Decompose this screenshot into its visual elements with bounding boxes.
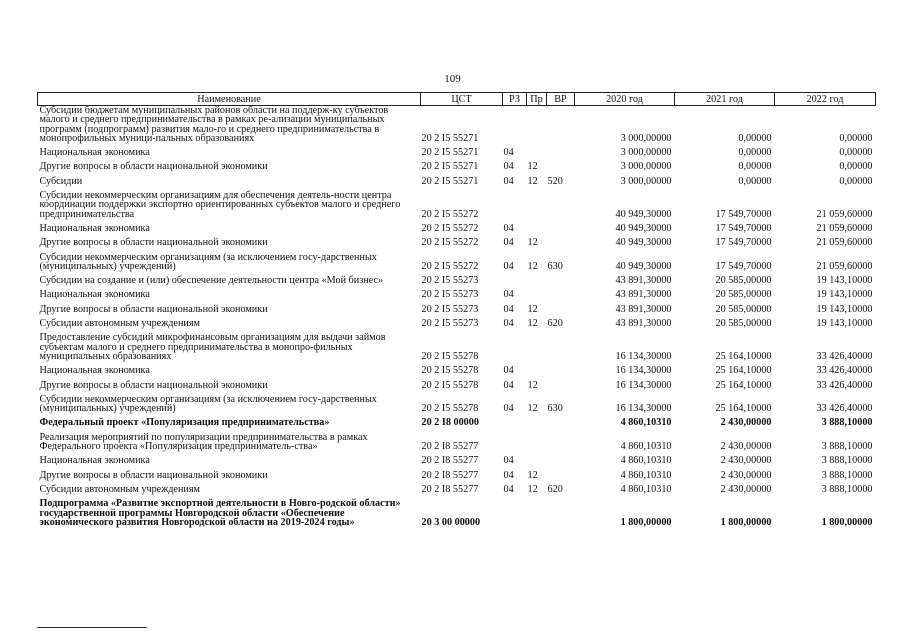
cell-cst: 20 2 I5 55278	[421, 365, 479, 377]
cell-rz: 04	[503, 455, 514, 467]
cell-2020: 3 000,00000	[620, 161, 672, 173]
cell-cst: 20 3 00 00000	[421, 516, 481, 528]
cell-pr	[527, 271, 547, 285]
cell-2022: 0,00000	[839, 175, 873, 187]
cell-2020: 4 860,10310	[620, 455, 672, 467]
cell-name: Национальная экономика	[39, 222, 150, 234]
table-row	[38, 233, 876, 247]
cell-rz: 04	[503, 483, 514, 495]
cell-name: Другие вопросы в области национальной экономики	[39, 379, 268, 391]
cell-rz	[503, 413, 527, 427]
table-row	[38, 106, 876, 144]
cell-name: Предоставление субсидий микрофинансовым организациям для выдачи займов субъектам малого и среднего предпринимательства в монопро-фильных муниципальных образованиях	[39, 332, 386, 362]
header-cst: ЦСТ	[421, 93, 503, 106]
table-header-row	[38, 93, 876, 106]
cell-2022: 3 888,10000	[821, 469, 873, 481]
cell-2021: 25 164,10000	[715, 365, 772, 377]
header-2020: 2020 год	[575, 93, 675, 106]
table-row	[38, 428, 876, 452]
cell-pr	[527, 106, 547, 144]
cell-vr: 620	[547, 483, 563, 495]
cell-2021: 0,00000	[738, 132, 772, 144]
cell-2020: 43 891,30000	[615, 318, 672, 330]
cell-2022: 1 800,00000	[821, 516, 873, 528]
cell-cst: 20 2 I8 55277	[421, 455, 479, 467]
cell-2021: 25 164,10000	[715, 403, 772, 415]
cell-2022: 21 059,60000	[816, 260, 873, 272]
cell-cst: 20 2 I5 55271	[421, 161, 479, 173]
footnote-rule	[37, 627, 147, 628]
cell-2020: 4 860,10310	[620, 417, 672, 429]
cell-name: Национальная экономика	[39, 147, 150, 159]
cell-vr	[547, 413, 575, 427]
cell-name: Федеральный проект «Популяризация предпринимательства»	[39, 417, 330, 429]
cell-name: Реализация мероприятий по популяризации предпринимательства в рамках Федерального проекта «Популяризация предприниматель-ства»	[39, 431, 368, 453]
cell-2022: 3 888,10000	[821, 455, 873, 467]
cell-pr: 12	[527, 379, 538, 391]
table-row	[38, 172, 876, 186]
cell-2021: 2 430,00000	[720, 483, 772, 495]
cell-cst: 20 2 I8 55277	[421, 483, 479, 495]
cell-vr: 620	[547, 318, 563, 330]
cell-vr	[547, 466, 575, 480]
table-row	[38, 271, 876, 285]
cell-rz: 04	[503, 260, 514, 272]
table-row	[38, 157, 876, 171]
cell-2022: 33 426,40000	[816, 403, 873, 415]
cell-2021: 0,00000	[738, 161, 772, 173]
table-row	[38, 390, 876, 414]
cell-cst: 20 2 I5 55272	[421, 208, 479, 220]
cell-2022: 33 426,40000	[816, 350, 873, 362]
cell-pr: 12	[527, 175, 538, 187]
header-name: Наименование	[38, 93, 421, 106]
cell-2021: 20 585,00000	[715, 289, 772, 301]
cell-rz: 04	[503, 237, 514, 249]
budget-table	[37, 92, 876, 527]
cell-2020: 4 860,10310	[620, 483, 672, 495]
table-row	[38, 219, 876, 233]
cell-2020: 16 134,30000	[615, 379, 672, 391]
cell-cst: 20 2 I5 55271	[421, 147, 479, 159]
cell-pr: 12	[527, 403, 538, 415]
table-row	[38, 285, 876, 299]
cell-pr	[527, 285, 547, 299]
cell-vr	[547, 271, 575, 285]
page-number: 109	[444, 73, 461, 85]
table-row	[38, 143, 876, 157]
cell-vr	[547, 428, 575, 452]
cell-cst: 20 2 I5 55272	[421, 222, 479, 234]
cell-pr	[527, 361, 547, 375]
cell-name: Субсидии на создание и (или) обеспечение деятельности центра «Мой бизнес»	[39, 275, 384, 287]
cell-rz	[503, 186, 527, 219]
cell-vr	[547, 361, 575, 375]
cell-cst: 20 2 I5 55273	[421, 289, 479, 301]
cell-2021: 2 430,00000	[720, 455, 772, 467]
cell-cst: 20 2 I5 55272	[421, 237, 479, 249]
cell-2020: 4 860,10310	[620, 441, 672, 453]
cell-pr: 12	[527, 318, 538, 330]
cell-2020: 40 949,30000	[615, 260, 672, 272]
cell-rz	[503, 106, 527, 144]
cell-cst: 20 2 I5 55273	[421, 318, 479, 330]
cell-vr	[547, 328, 575, 361]
cell-name: Другие вопросы в области национальной экономики	[39, 161, 268, 173]
cell-2021: 25 164,10000	[715, 379, 772, 391]
cell-pr	[527, 494, 547, 527]
cell-name: Субсидии некоммерческим организациям (за исключением госу-дарственных (муниципальных) учреждений)	[39, 393, 377, 415]
cell-name: Субсидии некоммерческим организациям для обеспечения деятель-ности центра координации поддержки экспортно ориентированных субъектов малого и среднего предпринимательства	[39, 190, 401, 220]
cell-2020: 40 949,30000	[615, 237, 672, 249]
cell-rz: 04	[503, 147, 514, 159]
cell-vr	[547, 106, 575, 144]
cell-pr	[527, 451, 547, 465]
table-row	[38, 466, 876, 480]
header-2021: 2021 год	[675, 93, 775, 106]
table-body	[38, 106, 876, 528]
cell-name: Субсидии бюджетам муниципальных районов области на поддерж-ку субъектов малого и среднего предпринимательства в рамках ре-ализации муниципальных программ (подпрограмм) развития мало-го и среднего предпринимательства в монопрофильных муници-пальных образованиях	[39, 105, 389, 144]
cell-2021: 17 549,70000	[715, 260, 772, 272]
cell-2020: 16 134,30000	[615, 350, 672, 362]
table-row	[38, 451, 876, 465]
cell-pr: 12	[527, 237, 538, 249]
cell-cst: 20 2 I5 55272	[421, 260, 479, 272]
cell-rz	[503, 428, 527, 452]
cell-rz: 04	[503, 403, 514, 415]
cell-2022: 0,00000	[839, 132, 873, 144]
header-vr: ВР	[547, 93, 575, 106]
cell-cst: 20 2 I5 55271	[421, 132, 479, 144]
cell-2022: 33 426,40000	[816, 365, 873, 377]
cell-pr	[527, 428, 547, 452]
cell-cst: 20 2 I8 55277	[421, 469, 479, 481]
header-2022: 2022 год	[775, 93, 876, 106]
cell-name: Субсидии автономным учреждениям	[39, 483, 200, 495]
cell-cst: 20 2 I5 55278	[421, 403, 479, 415]
cell-rz: 04	[503, 318, 514, 330]
cell-rz	[503, 328, 527, 361]
cell-2022: 21 059,60000	[816, 222, 873, 234]
table-row	[38, 480, 876, 494]
cell-vr	[547, 451, 575, 465]
cell-vr	[547, 376, 575, 390]
cell-vr	[547, 143, 575, 157]
cell-rz: 04	[503, 175, 514, 187]
cell-rz: 04	[503, 379, 514, 391]
cell-pr	[527, 186, 547, 219]
cell-2020: 40 949,30000	[615, 222, 672, 234]
cell-2021: 20 585,00000	[715, 303, 772, 315]
cell-2022: 19 143,10000	[816, 275, 873, 287]
cell-name: Национальная экономика	[39, 455, 150, 467]
cell-2020: 4 860,10310	[620, 469, 672, 481]
cell-2020: 43 891,30000	[615, 289, 672, 301]
cell-2022: 21 059,60000	[816, 208, 873, 220]
cell-vr: 520	[547, 175, 563, 187]
cell-2021: 17 549,70000	[715, 237, 772, 249]
cell-2021: 25 164,10000	[715, 350, 772, 362]
cell-name: Национальная экономика	[39, 365, 150, 377]
cell-2020: 16 134,30000	[615, 365, 672, 377]
cell-cst: 20 2 I5 55278	[421, 350, 479, 362]
cell-rz: 04	[503, 303, 514, 315]
cell-cst: 20 2 I5 55273	[421, 303, 479, 315]
cell-vr	[547, 285, 575, 299]
cell-rz: 04	[503, 469, 514, 481]
cell-pr	[527, 143, 547, 157]
cell-2021: 2 430,00000	[720, 469, 772, 481]
cell-cst: 20 2 I8 00000	[421, 417, 479, 429]
cell-2021: 1 800,00000	[720, 516, 772, 528]
cell-2021: 17 549,70000	[715, 222, 772, 234]
cell-name: Субсидии некоммерческим организациям (за исключением госу-дарственных (муниципальных) учреждений)	[39, 251, 377, 272]
table-row	[38, 328, 876, 361]
table-row	[38, 300, 876, 314]
table-row	[38, 376, 876, 390]
cell-pr: 12	[527, 303, 538, 315]
cell-2022: 3 888,10000	[821, 483, 873, 495]
cell-2021: 20 585,00000	[715, 318, 772, 330]
cell-name: Другие вопросы в области национальной экономики	[39, 469, 268, 481]
cell-pr: 12	[527, 161, 538, 173]
cell-2022: 0,00000	[839, 161, 873, 173]
cell-rz: 04	[503, 365, 514, 377]
header-rz: РЗ	[503, 93, 527, 106]
cell-vr: 630	[547, 403, 563, 415]
cell-rz: 04	[503, 222, 514, 234]
cell-2022: 19 143,10000	[816, 318, 873, 330]
header-pr: Пр	[527, 93, 547, 106]
cell-pr	[527, 219, 547, 233]
table-row	[38, 494, 876, 527]
cell-2020: 3 000,00000	[620, 175, 672, 187]
cell-vr	[547, 300, 575, 314]
cell-2022: 3 888,10000	[821, 441, 873, 453]
cell-cst: 20 2 I5 55278	[421, 379, 479, 391]
cell-2021: 0,00000	[738, 175, 772, 187]
cell-cst: 20 2 I8 55277	[421, 441, 479, 453]
cell-2021: 17 549,70000	[715, 208, 772, 220]
cell-2022: 19 143,10000	[816, 303, 873, 315]
cell-2022: 3 888,10000	[821, 417, 873, 429]
table-row	[38, 314, 876, 328]
cell-2020: 16 134,30000	[615, 403, 672, 415]
cell-name: Подпрограмма «Развитие экспортной деятельности в Новго-родской области» государственной программы Новгородской области «Обеспечение экономического развития Новгородской области на 2019-2024 годы»	[39, 498, 401, 528]
table-row	[38, 413, 876, 427]
cell-2020: 43 891,30000	[615, 303, 672, 315]
cell-vr: 630	[547, 260, 563, 272]
cell-rz	[503, 271, 527, 285]
cell-2022: 0,00000	[839, 147, 873, 159]
cell-2020: 3 000,00000	[620, 147, 672, 159]
cell-vr	[547, 157, 575, 171]
cell-vr	[547, 233, 575, 247]
cell-vr	[547, 494, 575, 527]
cell-pr	[527, 328, 547, 361]
cell-rz: 04	[503, 289, 514, 301]
cell-2020: 43 891,30000	[615, 275, 672, 287]
cell-rz: 04	[503, 161, 514, 173]
cell-name: Субсидии автономным учреждениям	[39, 318, 200, 330]
cell-cst: 20 2 I5 55273	[421, 275, 479, 287]
cell-cst: 20 2 I5 55271	[421, 175, 479, 187]
cell-2022: 19 143,10000	[816, 289, 873, 301]
cell-name: Национальная экономика	[39, 289, 150, 301]
cell-name: Субсидии	[39, 175, 83, 187]
cell-vr	[547, 186, 575, 219]
cell-pr: 12	[527, 483, 538, 495]
cell-2020: 40 949,30000	[615, 208, 672, 220]
cell-pr	[527, 413, 547, 427]
cell-2020: 1 800,00000	[620, 516, 672, 528]
cell-2021: 2 430,00000	[720, 441, 772, 453]
cell-2022: 33 426,40000	[816, 379, 873, 391]
cell-2021: 2 430,00000	[720, 417, 772, 429]
table-row	[38, 186, 876, 219]
cell-2022: 21 059,60000	[816, 237, 873, 249]
table-row	[38, 248, 876, 272]
cell-name: Другие вопросы в области национальной экономики	[39, 303, 268, 315]
cell-rz	[503, 494, 527, 527]
cell-2021: 0,00000	[738, 147, 772, 159]
cell-name: Другие вопросы в области национальной экономики	[39, 237, 268, 249]
cell-pr: 12	[527, 260, 538, 272]
cell-pr: 12	[527, 469, 538, 481]
cell-2021: 20 585,00000	[715, 275, 772, 287]
cell-vr	[547, 219, 575, 233]
table-row	[38, 361, 876, 375]
cell-2020: 3 000,00000	[620, 132, 672, 144]
